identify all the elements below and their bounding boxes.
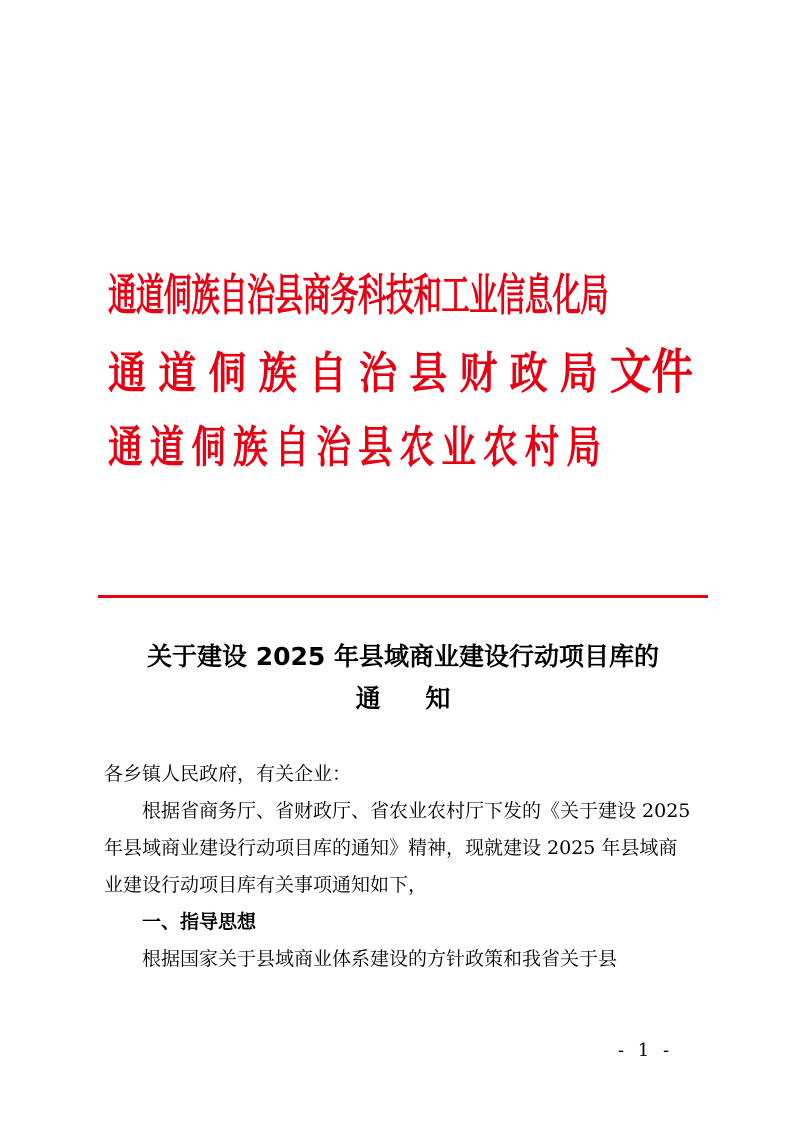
authority-finance-bureau-name: 通道侗族自治县财政局: [108, 348, 610, 399]
body-paragraph: 根据国家关于县域商业体系建设的方针政策和我省关于县: [142, 948, 618, 970]
issuing-authorities-header: [108, 258, 708, 486]
document-body: [104, 756, 696, 978]
salutation: 各乡镇人民政府，有关企业：: [104, 763, 352, 785]
document-title-line1: 关于建设 2025 年县域商业建设行动项目库的: [147, 642, 659, 671]
authority-finance-bureau: [108, 334, 694, 410]
authority-agriculture-bureau: 通道侗族自治县农业农村局: [108, 422, 608, 473]
red-separator-line: [98, 595, 708, 598]
page-number: - 1 -: [618, 1040, 674, 1061]
document-suffix: 文件: [609, 344, 694, 400]
authority-commerce-bureau: 通道侗族自治县商务科技和工业信息化局: [108, 270, 608, 321]
document-title: [98, 636, 708, 720]
document-title-line2: 通 知: [355, 684, 469, 713]
section-heading: 一、指导思想: [142, 911, 257, 933]
body-paragraph: 根据省商务厅、省财政厅、省农业农村厅下发的《关于建设 2025 年县域商业建设行动项目库的通知》精神，现就建设 2025 年县域商业建设行动项目库有关事项通知如下，: [104, 800, 691, 896]
